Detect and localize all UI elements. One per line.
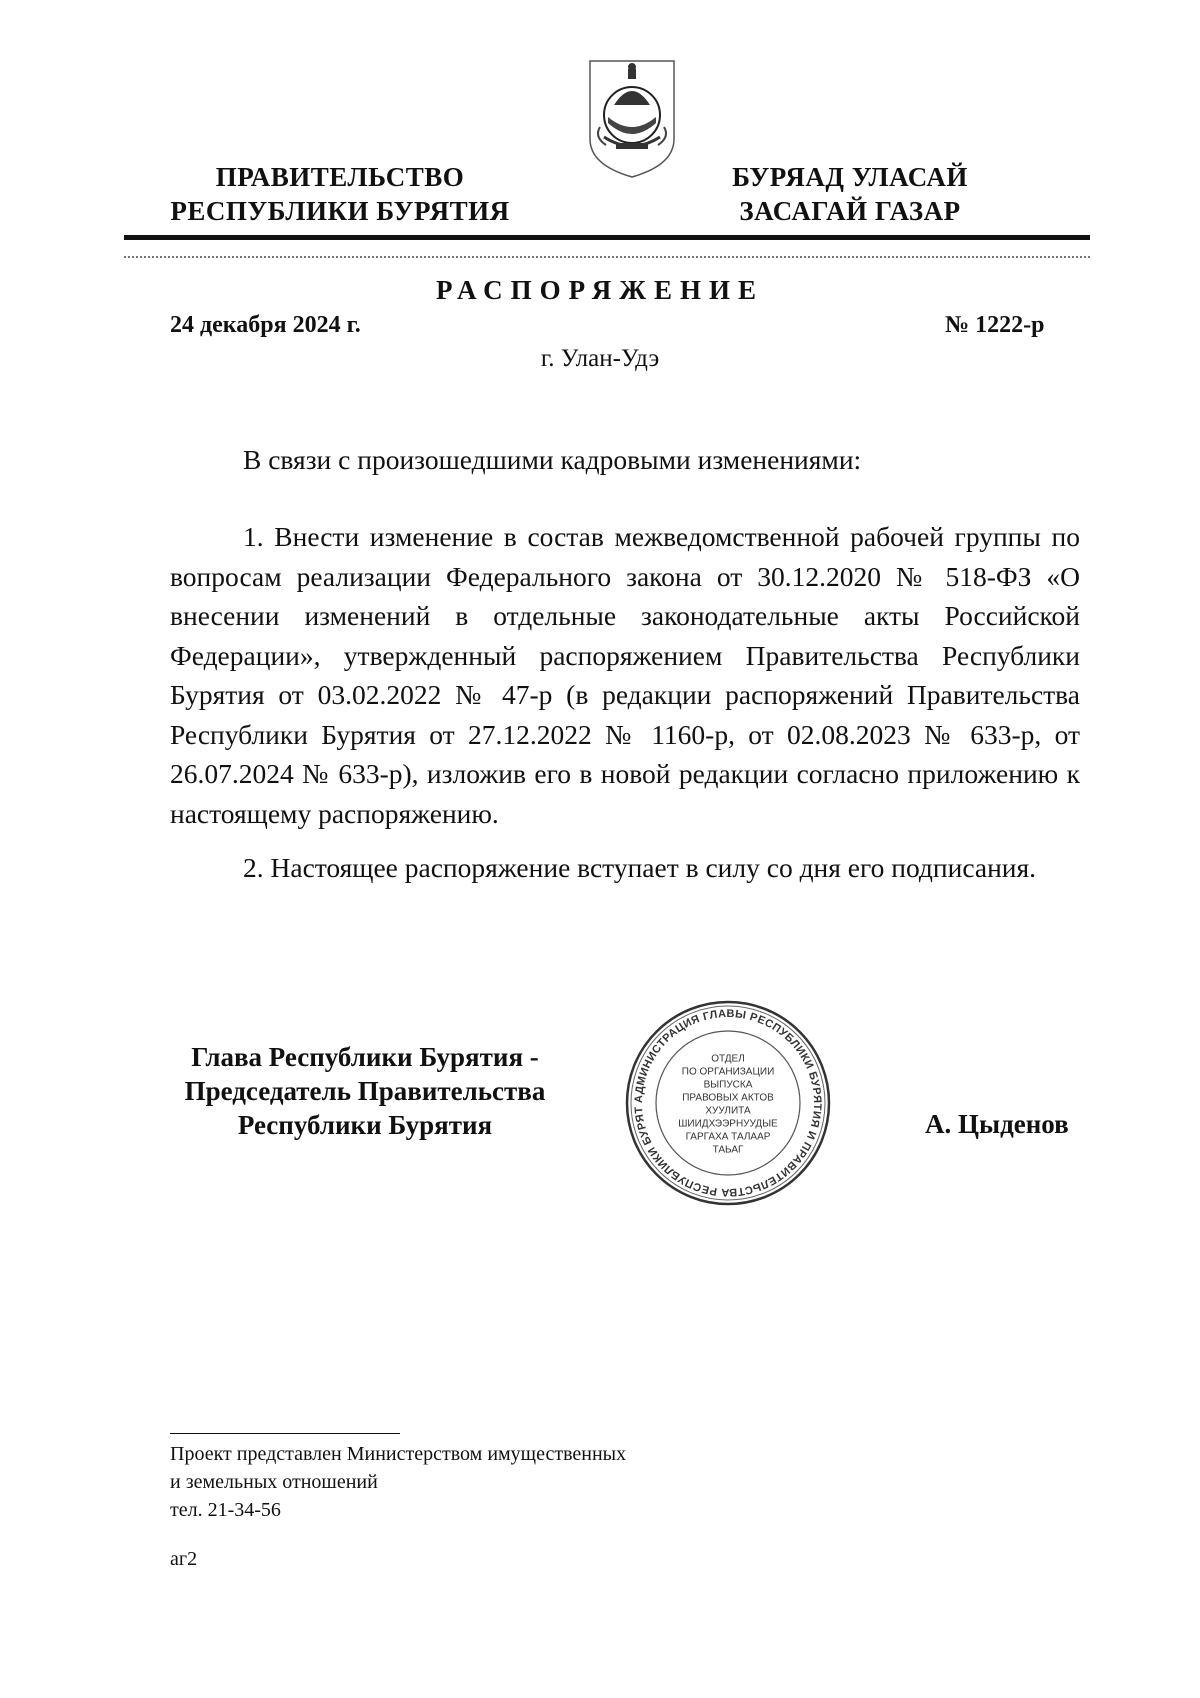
stamp-inner-line: ВЫПУСКА (703, 1079, 753, 1091)
header-divider-thin (124, 256, 1090, 258)
header-left (150, 160, 530, 228)
position-line2: Председатель Правительства (184, 1076, 546, 1106)
item-1-paragraph (170, 517, 1080, 833)
item-1-text: 1. Внести изменение в состав межведомственной рабочей группы по вопросам реализации Федерального закона от 30.12.2020 № 518-ФЗ «О внесении изменений в отдельные законодательные акты Российской Федерации», утвержденный распоряжением Правительства Республики Бурятия от 03.02.2022 № 47-р (в редакции распоряжений Правительства Республики Бурятия от 27.12.2022 № 1160-р, от 02.08.2023 № 633-р, от 26.07.2024 № 633-р), изложив его в новой редакции согласно приложению к настоящему распоряжению. (170, 521, 1080, 829)
footnote-divider (170, 1433, 400, 1434)
document-code: аг2 (170, 1548, 198, 1570)
document-date: 24 декабря 2024 г. (170, 312, 361, 338)
footnote (170, 1440, 626, 1524)
intro-paragraph: В связи с произошедшими кадровыми изменениями: (243, 444, 862, 475)
stamp-inner-line: ПРАВОВЫХ АКТОВ (682, 1092, 774, 1104)
header-divider (124, 235, 1090, 240)
header-right-line1: БУРЯАД УЛАСАЙ (732, 162, 968, 192)
coat-of-arms-icon (586, 57, 678, 181)
position-line1: Глава Республики Бурятия - (191, 1042, 539, 1072)
footnote-line2: и земельных отношений (170, 1471, 378, 1493)
stamp-inner-line: ОТДЕЛ (711, 1053, 745, 1065)
stamp-inner-line: ГАРГАХА ТАЛААР (685, 1131, 771, 1143)
header-right (690, 160, 1010, 228)
stamp-inner-line: ПО ОРГАНИЗАЦИИ (681, 1066, 775, 1078)
document-city: г. Улан-Удэ (540, 345, 660, 372)
document-number: № 1222-р (945, 312, 1045, 338)
document-title: РАСПОРЯЖЕНИЕ (435, 275, 765, 305)
header-left-line2: РЕСПУБЛИКИ БУРЯТИЯ (170, 196, 510, 226)
stamp-inner-line: ШИИДХЭЭРНУУДЫЕ (678, 1118, 778, 1130)
stamp-inner-line: ХУУЛИТА (705, 1105, 751, 1117)
footnote-line3: тел. 21-34-56 (170, 1499, 281, 1521)
stamp-inner-line: ТАЬАГ (712, 1144, 744, 1156)
item-2-paragraph: 2. Настоящее распоряжение вступает в силу со дня его подписания. (243, 852, 1037, 883)
signer-name: А. Цыденов (925, 1109, 1069, 1139)
footnote-line1: Проект представлен Министерством имущественных (170, 1443, 627, 1465)
stamp-outer-text: АДМИНИСТРАЦИЯ ГЛАВЫ РЕСПУБЛИКИ БУРЯТИЯ И ПРАВИТЕЛЬСТВА РЕСПУБЛИКИ БУРЯТ (632, 1007, 824, 1199)
official-stamp (623, 998, 833, 1208)
header-right-line2: ЗАСАГАЙ ГАЗАР (739, 196, 961, 226)
header-left-line1: ПРАВИТЕЛЬСТВО (215, 162, 465, 192)
position-line3: Республики Бурятия (237, 1110, 493, 1140)
signature-position (150, 1040, 580, 1142)
